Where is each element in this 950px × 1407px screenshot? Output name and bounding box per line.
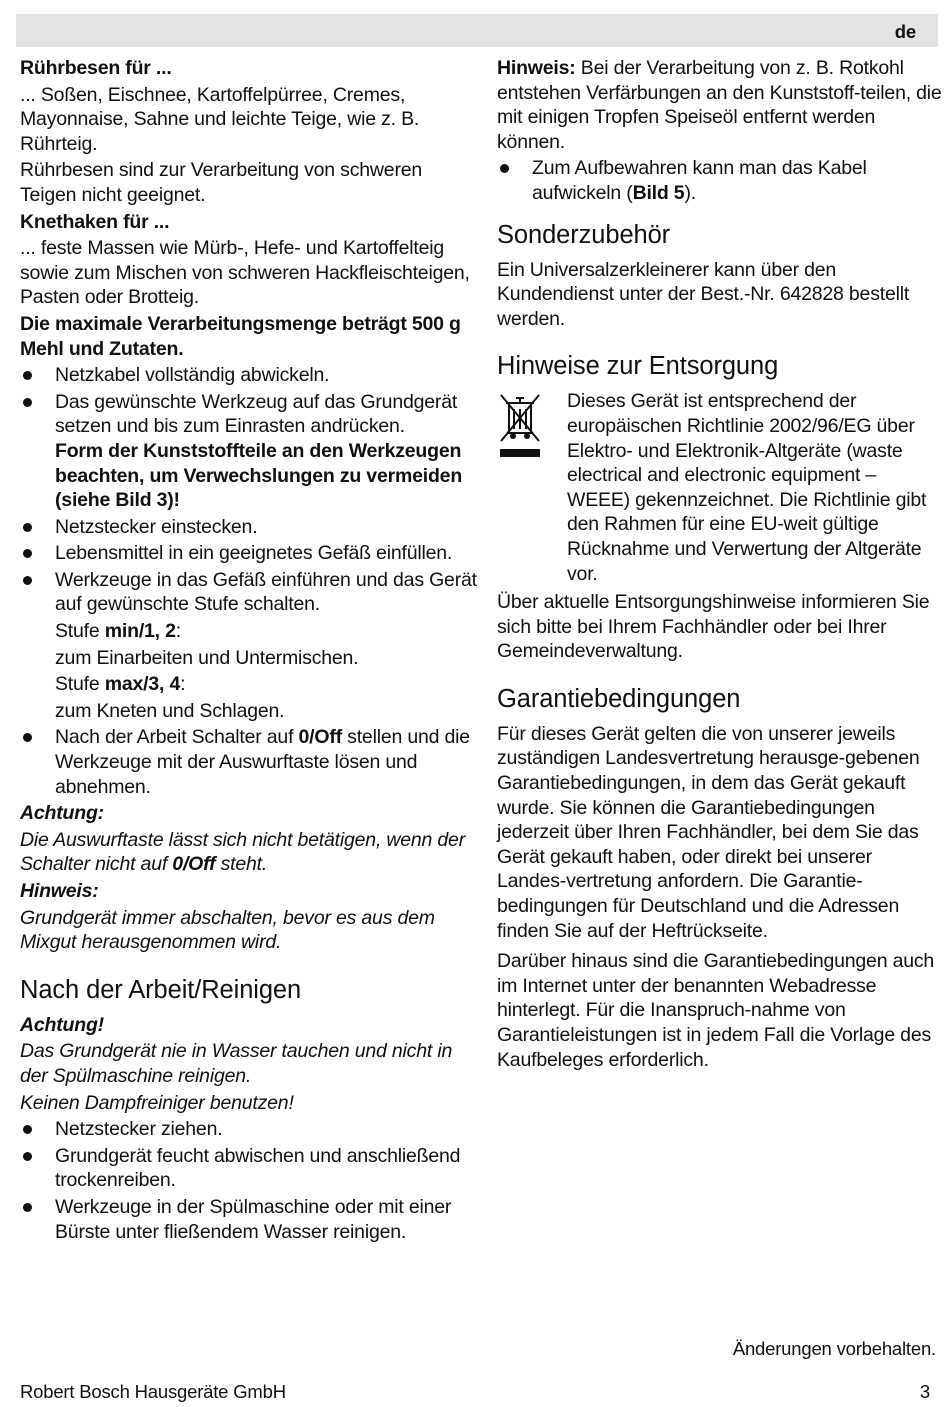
usage-steps-list: [20, 363, 480, 799]
tool-shape-warning: Form der Kunststoffteile an den Werkzeugen beachten, um Verwechslungen zu vermeiden (siehe Bild 3)!: [55, 439, 463, 512]
list-item: Grundgerät feucht abwischen und anschließend trockenreiben.: [20, 1144, 480, 1193]
disposal-info-text: Über aktuelle Entsorgungshinweise informieren Sie sich bitte bei Ihrem Fachhändler oder bei Ihrer Gemeindeverwaltung.: [497, 591, 930, 663]
hinweis-paragraph: Hinweis: Bei der Verarbeitung von z. B. Rotkohl entstehen Verfärbungen an den Kunststoff-teilen, die mit einigen Tropfen Speiseöl entfernt werden können.: [497, 57, 942, 153]
section-heading-disposal: Hinweise zur Entsorgung: [497, 352, 779, 381]
weee-text: Dieses Gerät ist entsprechend der europäischen Richtlinie 2002/96/EG über Elektro- und Elektronik-Altgeräte (waste electrical and electronic equipment – WEEE) gekennzeichnet. Die Richtlinie gibt den Rahmen für eine EU-weit gültige Rücknahme und Verwertung der Altgeräte vor.: [567, 390, 927, 585]
section-heading-accessories: Sonderzubehör: [497, 220, 671, 249]
note-heading: Hinweis:: [20, 880, 99, 902]
footer-company: Robert Bosch Hausgeräte GmbH: [20, 1381, 286, 1402]
cleaning-caution-heading: Achtung!: [20, 1013, 104, 1036]
section-heading-warranty: Garantiebedingungen: [497, 684, 741, 713]
speed-setting-2-desc: zum Kneten und Schlagen.: [55, 699, 285, 722]
note-text: Grundgerät immer abschalten, bevor es aus dem Mixgut herausgenommen wird.: [20, 906, 435, 954]
language-code: de: [894, 21, 916, 42]
page-number: 3: [919, 1381, 930, 1402]
weee-block: [497, 389, 942, 586]
section-heading-cleaning: Nach der Arbeit/Reinigen: [20, 975, 302, 1004]
header-bar: [16, 14, 938, 47]
storage-list: [497, 156, 942, 205]
list-item: Netzkabel vollständig abwickeln.: [20, 363, 480, 388]
list-item: Werkzeuge in das Gefäß einführen und das Gerät auf gewünschte Stufe schalten. Stufe min/1, 2: zum Einarbeiten und Untermischen. Stufe max/3, 4: zum Kneten und Schlagen.: [20, 568, 480, 724]
accessories-text: Ein Universalzerkleinerer kann über den Kundendienst unter der Best.-Nr. 642828 bestellt werden.: [497, 258, 910, 330]
warranty-paragraph-2: Darüber hinaus sind die Garantiebedingungen auch im Internet unter der benannten Webadresse hinterlegt. Für die Inanspruch-nahme von Garantieleistungen ist in jedem Fall die Vorlage des Kaufbeleges erforderlich.: [497, 950, 935, 1071]
right-column: [497, 56, 942, 1074]
changes-reserved-note: Änderungen vorbehalten.: [732, 1338, 936, 1359]
cleaning-caution-text-2: Keinen Dampfreiniger benutzen!: [20, 1091, 294, 1114]
list-item: Lebensmittel in ein geeignetes Gefäß einfüllen.: [20, 541, 480, 566]
speed-setting-1: Stufe min/1, 2:: [55, 620, 181, 643]
warranty-paragraph-1: Für dieses Gerät gelten die von unserer jeweils zuständigen Landesvertretung herausge-gebenen Garantiebedingungen, in dem das Gerät gekauft wurde. Sie können die Garantiebedingungen jederzeit über Ihren Fachhändler, bei dem Sie das Gerät gekauft haben, oder direkt bei unserer Landes-vertretung anfordern. Die Garantie-bedingungen für Deutschland und die Adressen finden Sie auf der Heftrückseite.: [497, 722, 920, 942]
list-item: Werkzeuge in der Spülmaschine oder mit einer Bürste unter fließendem Wasser reinigen.: [20, 1195, 480, 1244]
list-item: Nach der Arbeit Schalter auf 0/Off stellen und die Werkzeuge mit der Auswurftaste lösen und abnehmen.: [20, 725, 480, 799]
knethaken-heading: Knethaken für ...: [20, 210, 170, 233]
caution-heading: Achtung:: [20, 802, 104, 825]
crossed-out-wheelie-bin-icon: [497, 389, 567, 586]
ruehrbesen-text: ... Soßen, Eischnee, Kartoffelpürree, Cremes, Mayonnaise, Sahne und leichte Teige, wie z. B. Rührteig.: [20, 83, 420, 155]
list-item: Das gewünschte Werkzeug auf das Grundgerät setzen und bis zum Einrasten andrücken. Form der Kunststoffteile an den Werkzeugen beachten, um Verwechslungen zu vermeiden (siehe Bild 3)!: [20, 390, 480, 513]
list-item: Netzstecker ziehen.: [20, 1117, 480, 1142]
cleaning-caution-text: Das Grundgerät nie in Wasser tauchen und nicht in der Spülmaschine reinigen.: [20, 1040, 453, 1087]
speed-setting-2: Stufe max/3, 4:: [55, 673, 186, 696]
ruehrbesen-note: Rührbesen sind zur Verarbeitung von schweren Teigen nicht geeignet.: [20, 159, 423, 206]
left-column: [20, 56, 480, 1246]
caution-text: Die Auswurftaste lässt sich nicht betätigen, wenn der Schalter nicht auf 0/Off steht.: [20, 828, 465, 876]
knethaken-text: ... feste Massen wie Mürb-, Hefe- und Kartoffelteig sowie zum Mischen von schweren Hackfleischteigen, Pasten oder Brotteig.: [20, 237, 470, 309]
cleaning-steps-list: [20, 1117, 480, 1244]
list-item: Zum Aufbewahren kann man das Kabel aufwickeln (Bild 5).: [497, 156, 942, 205]
max-amount-note: Die maximale Verarbeitungsmenge beträgt 500 g Mehl und Zutaten.: [20, 312, 461, 360]
ruehrbesen-heading: Rührbesen für ...: [20, 57, 172, 79]
speed-setting-1-desc: zum Einarbeiten und Untermischen.: [55, 646, 359, 669]
list-item: Netzstecker einstecken.: [20, 515, 480, 540]
